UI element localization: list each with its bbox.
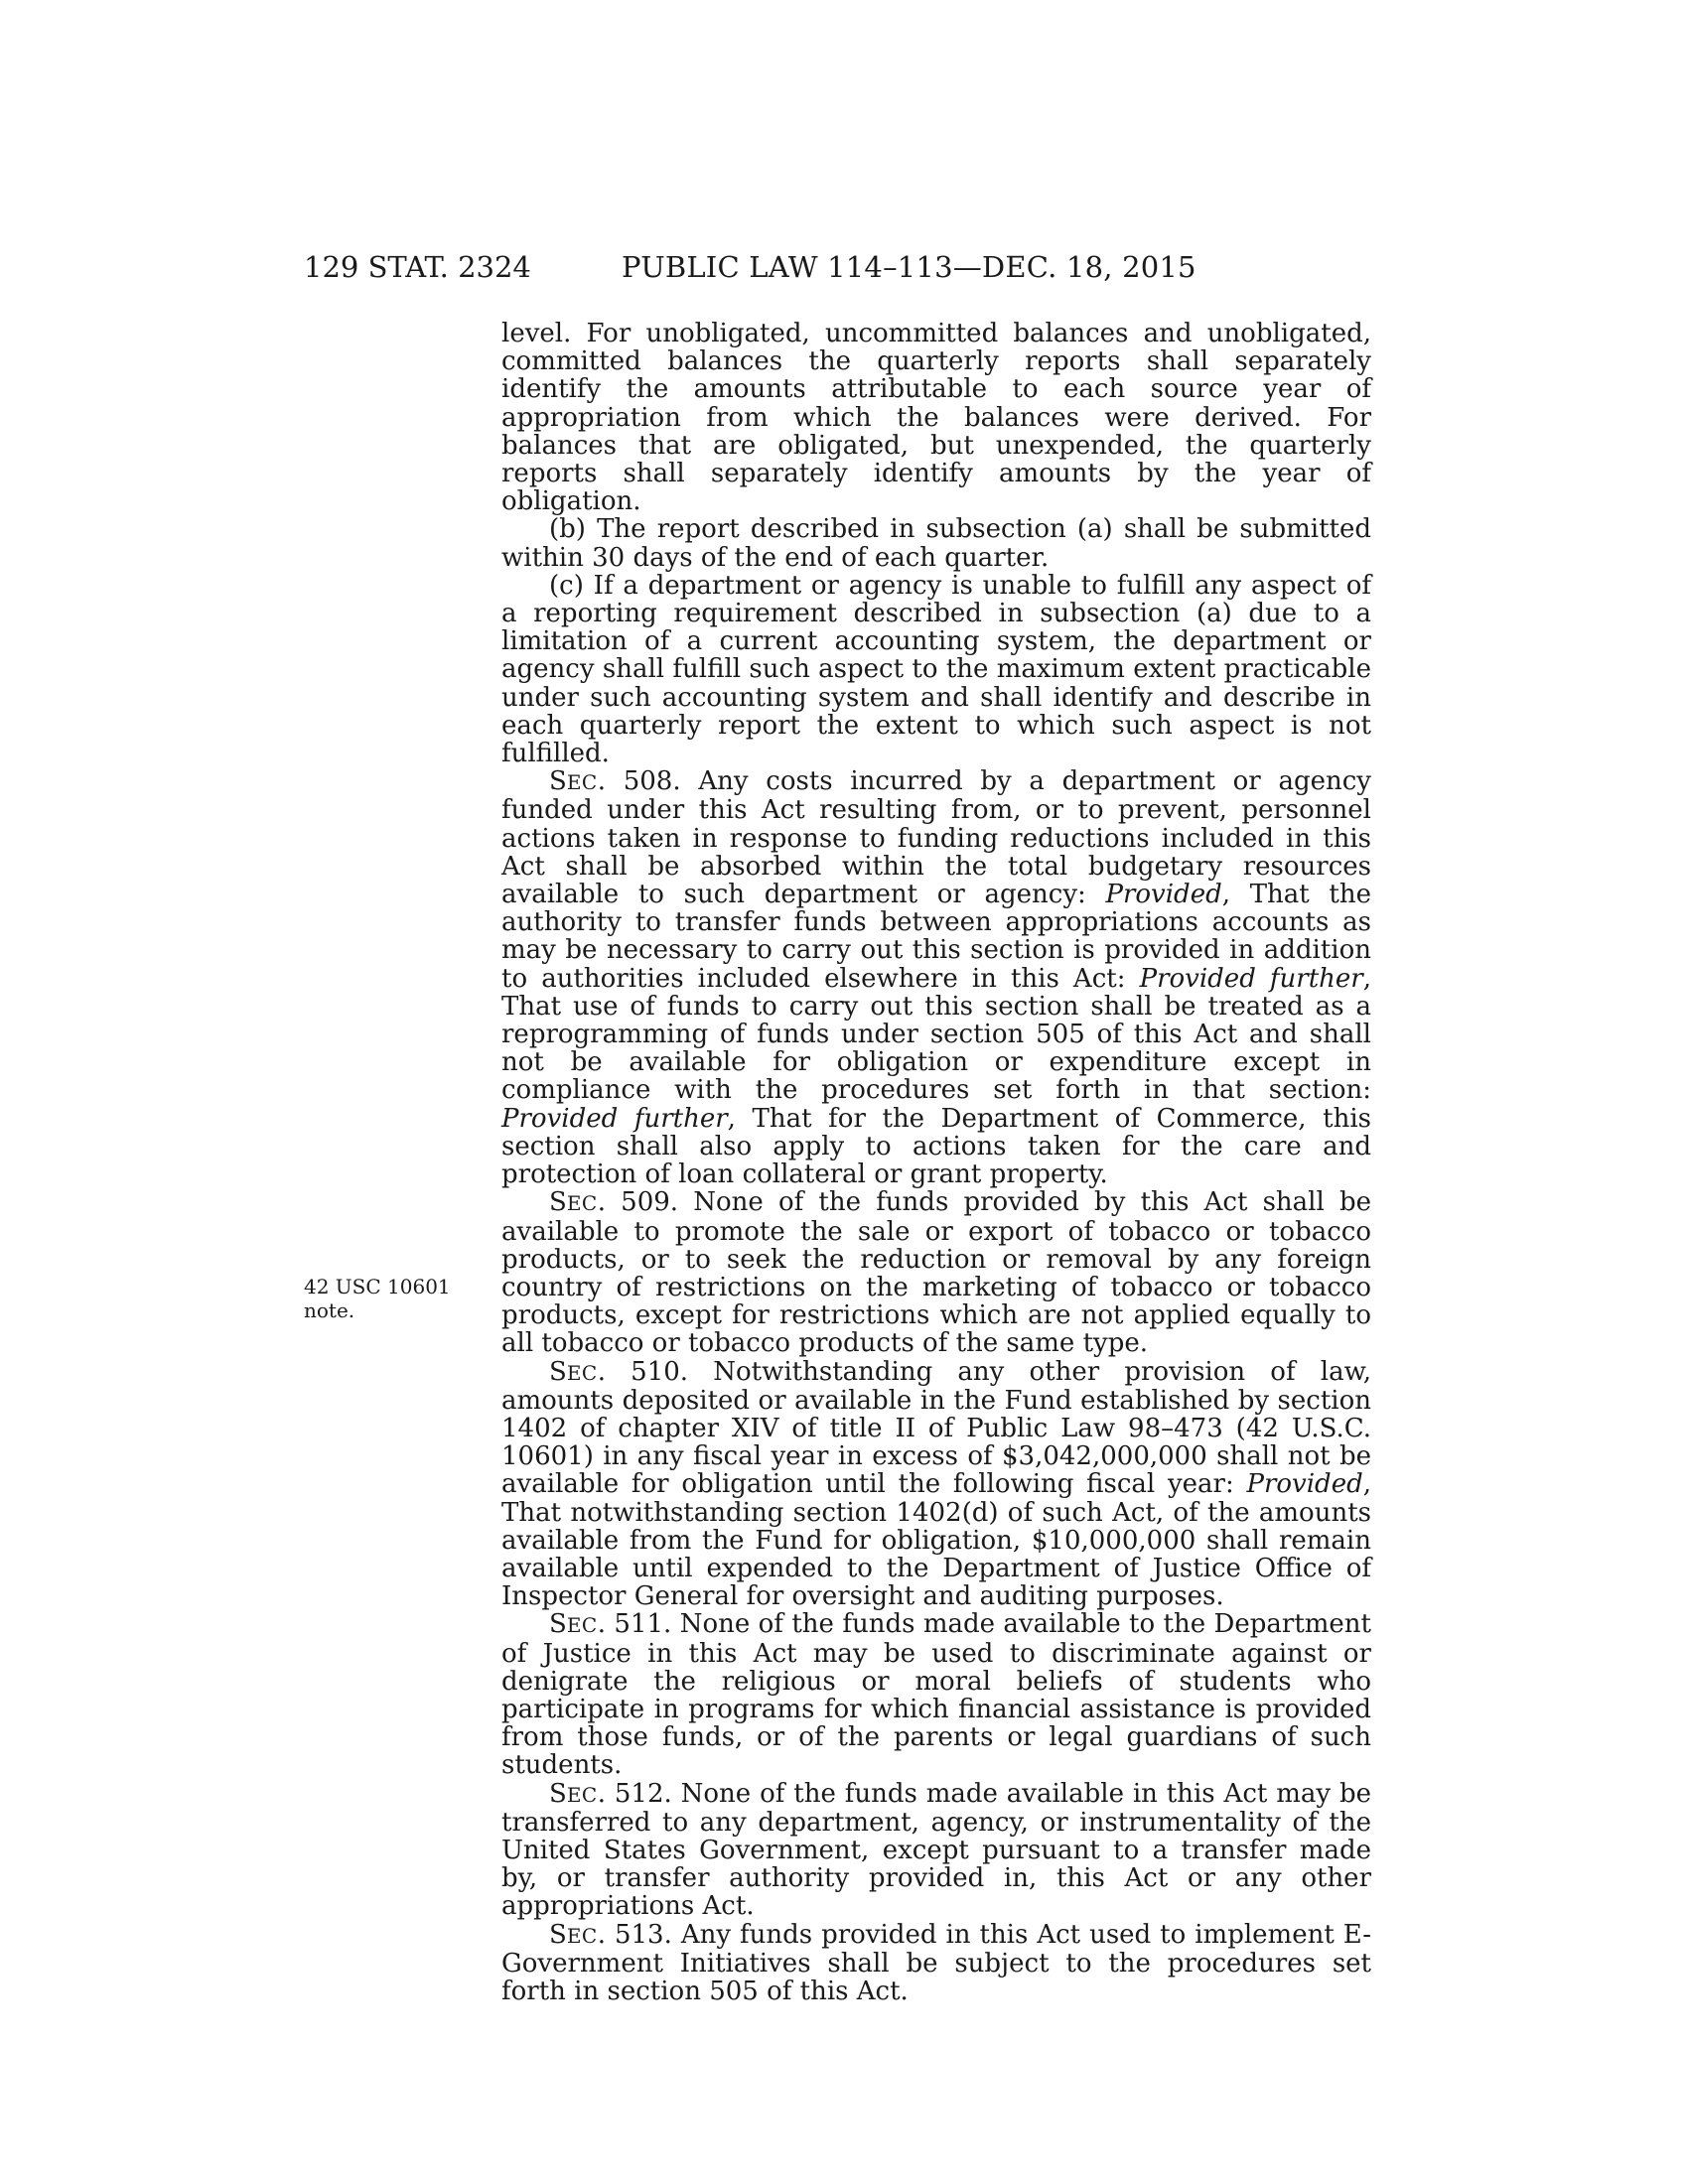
section-511-text: None of the funds made available to the Department of Justice in this Act may be used to discriminate against or denigrate the religious or moral beliefs of students who participate in programs for which financial assistance is provided from those funds, or of the parents or legal guardians of such students. [501, 1609, 1371, 1781]
sec-label-s: S [549, 1356, 567, 1387]
sec-label-ec: EC [566, 1613, 598, 1638]
paragraph-subsection-b: (b) The report described in subsection (a) shall be submitted within 30 days of the end of each quarter. [501, 514, 1371, 573]
section-508-text: , That for the Department of Commerce, this section shall also apply to actions taken for the care and protection of loan collateral or grant property. [501, 1103, 1371, 1190]
section-510-text: Notwithstanding any other provision of law, amounts deposited or available in the Fund established by section 1402 of chapter XIV of title II of Public Law 98–473 (42 U.S.C. 10601) in any fiscal year in excess of $3,042,000,000 shall not be available for obligation until the following fiscal year: [501, 1356, 1372, 1500]
sec-label-ec: EC [566, 1782, 598, 1807]
sec-label-s: S [549, 1919, 567, 1950]
section-510 [501, 1358, 1371, 1611]
proviso-italic: Provided [1105, 880, 1222, 910]
paragraph-subsection-c: (c) If a department or agency is unable to fulfill any aspect of a reporting requirement described in subsection (a) due to a limitation of a current accounting system, the department or agency shall fulfill such aspect to the maximum extent practicable under such accounting system and shall identify and describe in each quarterly report the extent to which such aspect is not fulfilled. [501, 570, 1371, 769]
section-510-text: , That notwithstanding section 1402(d) of such Act, of the amounts available from the Fund for obligation, $10,000,000 shall remain available until expended to the Department of Justice Office of Inspector General for oversight and auditing purposes. [501, 1469, 1371, 1612]
header-title: PUBLIC LAW 114–113—DEC. 18, 2015 [622, 250, 1196, 284]
sec-label-s: S [549, 1609, 567, 1640]
section-512 [501, 1780, 1371, 1921]
section-509-number: . 509. [597, 1187, 694, 1218]
proviso-italic: Provided [1246, 1469, 1363, 1500]
sec-label-s: S [549, 1778, 567, 1809]
section-509 [501, 1188, 1371, 1357]
proviso-italic: Provided further [501, 1103, 728, 1134]
paragraph-continuation: level. For unobligated, uncommitted balances and unobligated, committed balances the quarterly reports shall separately identify the amounts attributable to each source year of appropriation from which the balances were derived. For balances that are obligated, but unexpended, the quarterly reports shall separately identify amounts by the year of obligation. [501, 319, 1371, 517]
section-511-number: . 511. [597, 1609, 680, 1640]
section-508-number: . 508. [597, 766, 699, 797]
body-text [501, 320, 1371, 2005]
section-512-number: . 512. [597, 1778, 681, 1809]
section-513 [501, 1921, 1371, 2006]
section-512-text: None of the funds made available in this Act may be transferred to any department, agency, or instrumentality of the United States Government, except pursuant to a transfer made by, or transfer authority provided in, this Act or any other appropriations Act. [501, 1778, 1371, 1922]
margin-note [304, 1275, 463, 1322]
proviso-italic: Provided further [1139, 963, 1363, 994]
section-513-text: Any funds provided in this Act used to implement E-Government Initiatives shall be subject to the procedures set forth in section 505 of this Act. [501, 1919, 1372, 2006]
sec-label-s: S [549, 766, 567, 797]
section-509-text: None of the funds provided by this Act shall be available to promote the sale or export of tobacco or tobacco products, or to seek the reduction or removal by any foreign country of restrictions on the marketing of tobacco or tobacco products, except for restrictions which are not applied equally to all tobacco or tobacco products of the same type. [501, 1187, 1372, 1359]
section-508-text: , That the authority to transfer funds between appropriations accounts as may be necessary to carry out this section is provided in addition to authorities included elsewhere in this Act: [501, 880, 1371, 994]
sec-label-ec: EC [566, 1923, 598, 1948]
section-510-number: . 510. [597, 1356, 714, 1387]
margin-note-citation: 42 USC 10601 [304, 1275, 451, 1298]
section-508-text: , That use of funds to carry out this section shall be treated as a reprogramming of funds under section 505 of this Act and shall not be available for obligation or expenditure except in compliance with the procedures set forth in that section: [501, 963, 1372, 1106]
section-511 [501, 1610, 1371, 1779]
sec-label-ec: EC [566, 1191, 598, 1216]
section-508 [501, 767, 1371, 1188]
margin-note-label: note. [304, 1298, 355, 1322]
section-513-number: . 513. [597, 1919, 681, 1950]
running-header [0, 250, 1688, 290]
sec-label-ec: EC [566, 770, 598, 795]
page-reference: 129 STAT. 2324 [304, 250, 531, 284]
sec-label-ec: EC [566, 1360, 598, 1385]
sec-label-s: S [549, 1187, 567, 1218]
section-508-text: Any costs incurred by a department or agency funded under this Act resulting from, or to prevent, personnel actions taken in response to funding reductions included in this Act shall be absorbed within the total budgetary resources available to such department or agency: [501, 766, 1371, 910]
